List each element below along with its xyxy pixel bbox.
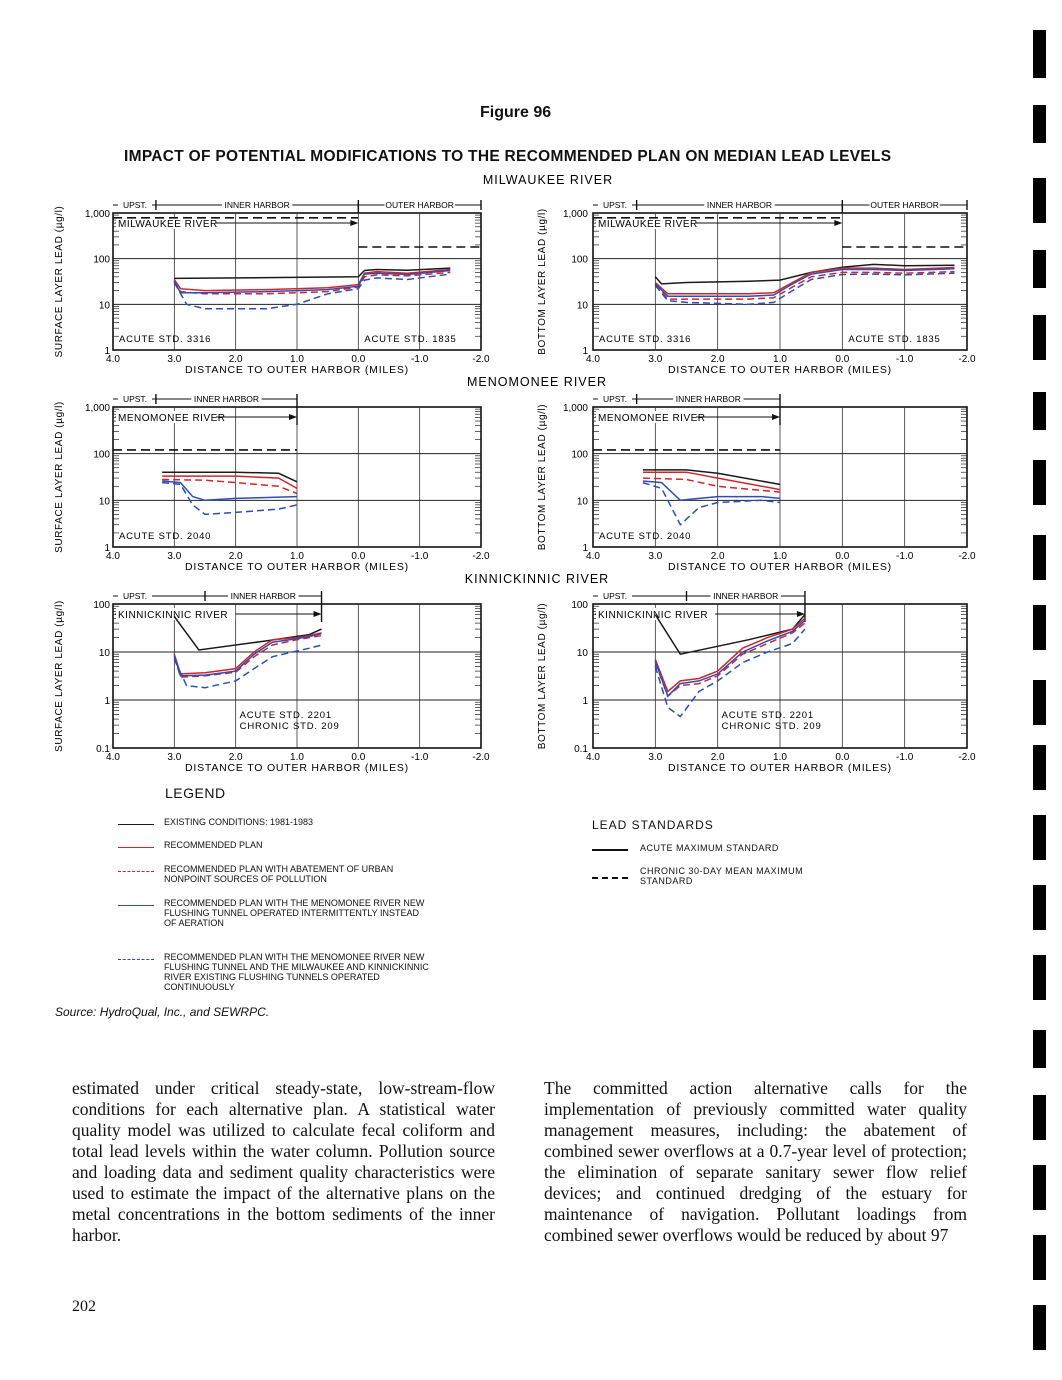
acute-standard-label: ACUTE STD. 2040 (119, 531, 212, 542)
river-arrow-head (289, 414, 297, 420)
legend-item (118, 840, 438, 854)
y-tick-label: 1 (104, 696, 110, 707)
x-tick-label: -1.0 (896, 752, 914, 763)
x-tick-label: 2.0 (228, 354, 243, 365)
y-axis-label: SURFACE LAYER LEAD (µg/l) (54, 205, 65, 358)
y-tick-label: 100 (93, 254, 110, 266)
page-number: 202 (72, 1298, 96, 1315)
acute-standard-label: ACUTE STD. 3316 (119, 334, 212, 345)
source-note: Source: HydroQual, Inc., and SEWRPC. (55, 1005, 270, 1019)
x-tick-label: 0.0 (835, 752, 850, 763)
acute-standard-label: ACUTE STD. 1835 (848, 334, 941, 345)
x-tick-label: -2.0 (472, 551, 490, 562)
river-group-label: MENOMONEE RIVER (466, 375, 608, 389)
zone-label: INNER HARBOR (675, 394, 741, 404)
acute-standard-label: ACUTE STD. 2201 (721, 710, 814, 721)
x-tick-label: 1.0 (290, 354, 304, 365)
body-text-left: estimated under critical steady-state, low-stream-flow conditions for each alternative plan. A statistical water quality model was utilized to calculate fecal coliform and total lead levels within the water column. Pollution source and loading data and sediment quality characteristics were used to estimate the impact of the alternative plans on the metal concentrations in the bottom sediments of the inner harbor. (72, 1078, 495, 1245)
legend-swatch (118, 871, 154, 872)
zone-label: INNER HARBOR (193, 394, 260, 404)
binding-mark (1033, 1235, 1046, 1280)
y-axis-label: BOTTOM LAYER LEAD (µg/l) (537, 602, 548, 750)
x-tick-label: 0.0 (351, 551, 366, 562)
river-label: MENOMONEE RIVER (118, 413, 226, 424)
series-line (174, 636, 321, 678)
x-tick-label: 1.0 (290, 752, 304, 763)
x-axis-label: DISTANCE TO OUTER HARBOR (MILES) (185, 762, 409, 774)
y-tick-label: 10 (576, 300, 588, 312)
x-axis-label: DISTANCE TO OUTER HARBOR (MILES) (185, 561, 409, 573)
y-tick-label: 100 (93, 449, 110, 461)
x-tick-label: 2.0 (710, 551, 725, 562)
zone-label: INNER HARBOR (713, 591, 779, 601)
series-line (162, 472, 297, 482)
x-tick-label: 3.0 (648, 354, 663, 365)
legend-label: RECOMMENDED PLAN (164, 840, 263, 850)
legend-item (118, 952, 438, 1004)
binding-mark (1033, 1165, 1046, 1210)
legend-swatch (118, 847, 154, 848)
y-tick-label: 100 (571, 600, 588, 611)
series-line (655, 268, 954, 294)
legend-swatch (118, 905, 154, 906)
x-tick-label: 4.0 (106, 551, 120, 562)
y-axis-label: SURFACE LAYER LEAD (µg/l) (54, 401, 65, 553)
y-tick-label: 1,000 (84, 209, 110, 220)
x-tick-label: 4.0 (106, 752, 120, 763)
chart-panel (0, 170, 1062, 810)
zone-label: UPST. (122, 591, 148, 601)
zone-label: UPST. (602, 591, 628, 601)
series-line (655, 629, 805, 717)
binding-mark (1033, 1305, 1046, 1350)
legend-item (118, 898, 438, 940)
y-tick-label: 1 (582, 543, 588, 554)
body-text-right: The committed action alternative calls for the implementation of previously committed water quality management measures, including: the abatement of combined sewer overflows at a 0.7-year level of protection; the elimination of separate sanitary sewer flow relief devices; and continued dredging of the estuary for maintenance of navigation. Pollutant loadings from combined sewer overflows would be reduced by about 97 (544, 1078, 967, 1245)
binding-mark (1033, 105, 1046, 143)
figure-label: Figure 96 (480, 104, 552, 121)
x-tick-label: 3.0 (167, 354, 182, 365)
legend-swatch (118, 824, 154, 825)
binding-mark (1033, 955, 1046, 1000)
y-tick-label: 1,000 (562, 209, 588, 220)
x-tick-label: 2.0 (710, 752, 725, 763)
x-tick-label: 4.0 (106, 354, 120, 365)
legend-swatch (118, 959, 154, 960)
y-tick-label: 1,000 (562, 403, 588, 414)
zone-label: UPST. (122, 200, 148, 210)
x-tick-label: -1.0 (411, 354, 429, 365)
series-line (162, 481, 297, 500)
binding-mark (1033, 815, 1046, 860)
legend-label: EXISTING CONDITIONS: 1981-1983 (164, 817, 314, 827)
zone-label: INNER HARBOR (706, 200, 773, 210)
series-line (655, 618, 805, 691)
x-tick-label: -1.0 (411, 752, 429, 763)
legend-item (118, 817, 438, 831)
series-line (174, 271, 450, 293)
x-tick-label: 2.0 (710, 354, 725, 365)
acute-standard-label: ACUTE STD. 2201 (239, 710, 332, 721)
y-tick-label: 100 (571, 449, 588, 461)
series-line (174, 617, 321, 651)
legend-title: LEGEND (165, 785, 226, 801)
x-tick-label: 1.0 (773, 354, 787, 365)
x-tick-label: 1.0 (773, 551, 787, 562)
river-label: KINNICKINNIC RIVER (118, 610, 229, 621)
standard-label: ACUTE MAXIMUM STANDARD (640, 843, 779, 853)
x-tick-label: 3.0 (648, 752, 663, 763)
chronic-standard-label: CHRONIC STD. 209 (239, 721, 340, 732)
river-group-label: MILWAUKEE RIVER (482, 173, 614, 187)
x-tick-label: 2.0 (228, 551, 243, 562)
x-axis-label: DISTANCE TO OUTER HARBOR (MILES) (668, 762, 892, 774)
x-tick-label: -2.0 (472, 354, 490, 365)
x-tick-label: 3.0 (648, 551, 663, 562)
zone-label: OUTER HARBOR (870, 200, 939, 210)
river-arrow-head (350, 220, 358, 226)
y-tick-label: 1,000 (84, 403, 110, 414)
y-tick-label: 100 (93, 600, 110, 611)
x-tick-label: -2.0 (958, 551, 976, 562)
y-axis-label: SURFACE LAYER LEAD (µg/l) (54, 600, 65, 752)
x-axis-label: DISTANCE TO OUTER HARBOR (MILES) (668, 561, 892, 573)
x-tick-label: 4.0 (586, 354, 600, 365)
x-tick-label: 4.0 (586, 551, 600, 562)
acute-standard-label: ACUTE STD. 2040 (599, 531, 692, 542)
acute-standard-label: ACUTE STD. 1835 (364, 334, 457, 345)
acute-standard-label: ACUTE STD. 3316 (599, 334, 692, 345)
x-tick-label: 1.0 (290, 551, 304, 562)
river-arrow-head (834, 220, 842, 226)
series-line (174, 645, 321, 688)
chronic-standard-label: CHRONIC STD. 209 (721, 721, 822, 732)
legend-label: RECOMMENDED PLAN WITH THE MENOMONEE RIVER NEW FLUSHING TUNNEL AND THE MILWAUKEE AND KINNICKINNIC RIVER EXISTING FLUSHING TUNNELS OPERATED CONTINUOUSLY (164, 952, 429, 992)
y-tick-label: 10 (576, 496, 588, 508)
zone-label: UPST. (602, 394, 628, 404)
series-line (162, 480, 297, 494)
series-line (174, 633, 321, 674)
x-tick-label: 2.0 (228, 752, 243, 763)
x-tick-label: 3.0 (167, 752, 182, 763)
x-tick-label: 0.0 (835, 354, 850, 365)
binding-mark (1033, 885, 1046, 930)
river-arrow-head (314, 611, 322, 617)
zone-label: UPST. (602, 200, 628, 210)
x-axis-label: DISTANCE TO OUTER HARBOR (MILES) (668, 364, 892, 376)
x-axis-label: DISTANCE TO OUTER HARBOR (MILES) (185, 364, 409, 376)
y-tick-label: 0.1 (96, 744, 110, 755)
legend-swatch (592, 877, 628, 879)
zone-label: INNER HARBOR (230, 591, 296, 601)
x-tick-label: -2.0 (958, 752, 976, 763)
legend-label: RECOMMENDED PLAN WITH THE MENOMONEE RIVER NEW FLUSHING TUNNEL OPERATED INTERMITTENTLY INSTEAD OF AERATION (164, 898, 425, 928)
binding-mark (1033, 1095, 1046, 1140)
y-axis-label: BOTTOM LAYER LEAD (µg/l) (537, 208, 548, 355)
x-tick-label: 1.0 (773, 752, 787, 763)
lead-standards-title: LEAD STANDARDS (592, 818, 714, 832)
legend-swatch (592, 849, 628, 851)
y-tick-label: 0.1 (574, 744, 588, 755)
x-tick-label: -2.0 (958, 354, 976, 365)
binding-mark (1033, 1030, 1046, 1068)
x-tick-label: -2.0 (472, 752, 490, 763)
river-label: MILWAUKEE RIVER (118, 219, 218, 230)
river-label: MENOMONEE RIVER (598, 413, 706, 424)
binding-mark (1033, 30, 1046, 78)
x-tick-label: 4.0 (586, 752, 600, 763)
y-tick-label: 10 (98, 496, 110, 508)
x-tick-label: 0.0 (351, 752, 366, 763)
standard-label: CHRONIC 30-DAY MEAN MAXIMUM STANDARD (640, 866, 804, 886)
y-axis-label: BOTTOM LAYER LEAD (µg/l) (537, 403, 548, 551)
y-tick-label: 100 (571, 254, 588, 266)
y-tick-label: 10 (98, 300, 110, 312)
y-tick-label: 1 (582, 696, 588, 707)
river-group-label: KINNICKINNIC RIVER (464, 572, 610, 586)
x-tick-label: 0.0 (835, 551, 850, 562)
legend-label: RECOMMENDED PLAN WITH ABATEMENT OF URBAN NONPOINT SOURCES OF POLLUTION (164, 864, 394, 884)
y-tick-label: 1 (582, 346, 588, 357)
x-tick-label: 0.0 (351, 354, 366, 365)
y-tick-label: 1 (104, 543, 110, 554)
x-tick-label: -1.0 (411, 551, 429, 562)
x-tick-label: -1.0 (896, 551, 914, 562)
series-line (643, 483, 780, 525)
river-arrow-head (772, 414, 780, 420)
series-line (174, 634, 321, 676)
legend-item (118, 864, 438, 886)
y-tick-label: 10 (98, 648, 110, 659)
x-tick-label: -1.0 (896, 354, 914, 365)
river-label: KINNICKINNIC RIVER (598, 610, 709, 621)
river-label: MILWAUKEE RIVER (598, 219, 698, 230)
zone-label: UPST. (122, 394, 148, 404)
zone-label: INNER HARBOR (224, 200, 290, 210)
figure-title: IMPACT OF POTENTIAL MODIFICATIONS TO THE RECOMMENDED PLAN ON MEDIAN LEAD LEVELS (124, 148, 892, 165)
y-tick-label: 1 (104, 346, 110, 357)
zone-label: OUTER HARBOR (385, 200, 454, 210)
y-tick-label: 10 (576, 648, 588, 659)
x-tick-label: 3.0 (167, 551, 182, 562)
